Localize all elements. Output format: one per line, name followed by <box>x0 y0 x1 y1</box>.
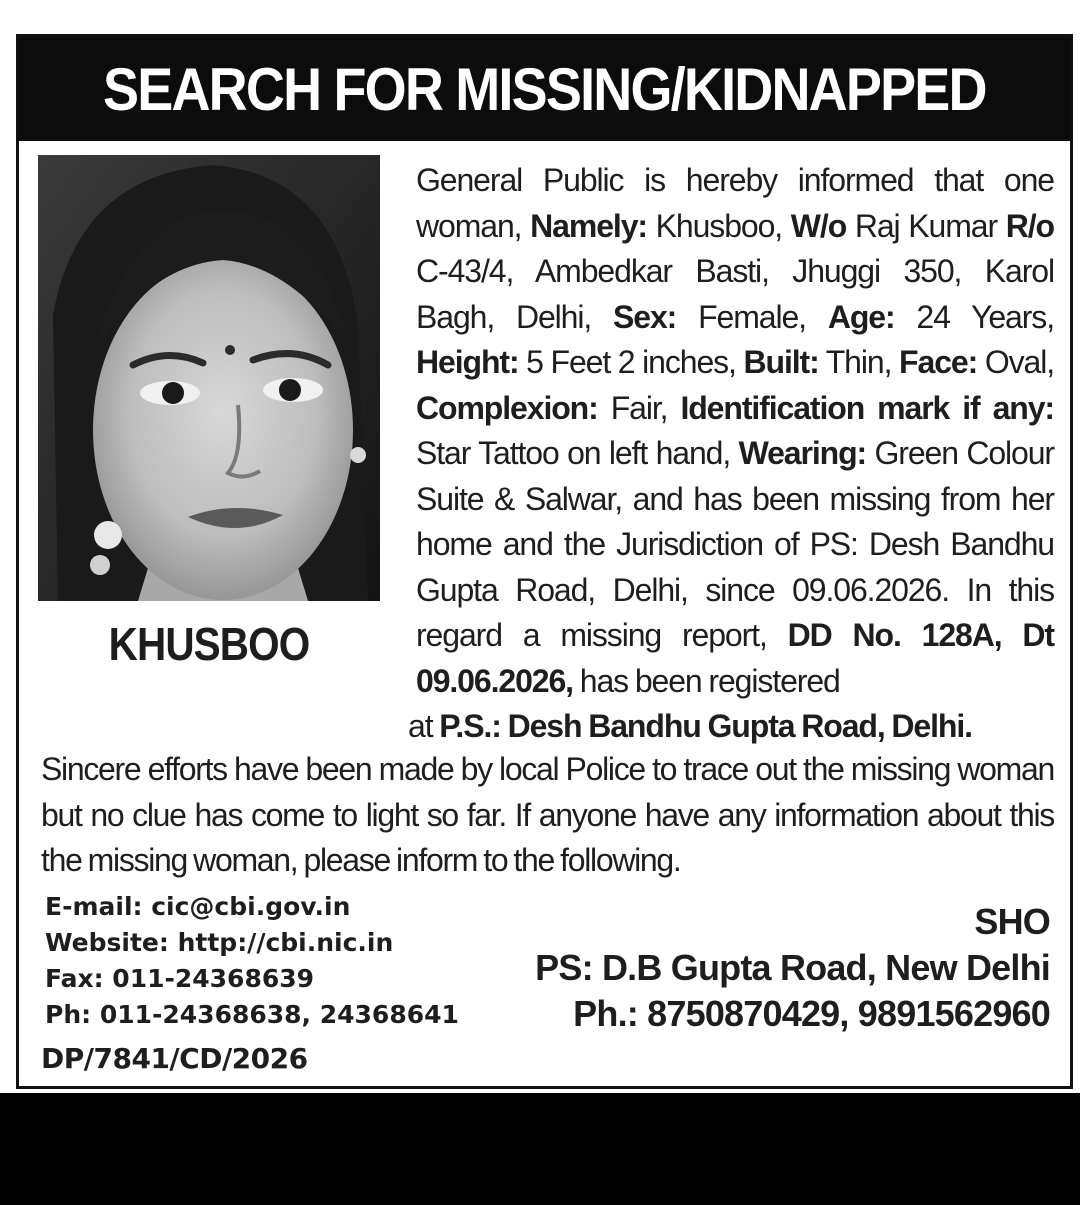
wearing-label: Wearing: <box>738 435 867 471</box>
identification-mark-value: Star Tattoo on left hand, <box>416 435 731 471</box>
identification-mark-label: Identification mark if any: <box>680 389 1054 426</box>
police-efforts-paragraph: Sincere efforts have been made by local Police to trace out the missing woman but no clue has come to light so far. If anyone have any information about this the missing woman, please inform to the following. <box>41 751 1054 878</box>
built-label: Built: <box>743 344 819 380</box>
wo-label: W/o <box>790 207 847 244</box>
sex-label: Sex: <box>613 298 677 335</box>
complexion-value: Fair, <box>610 389 668 426</box>
intro-text: General Public is hereby informed that one woman, <box>416 162 1054 244</box>
contact-phone: Ph: 011-24368638, 24368641 <box>45 1000 459 1029</box>
missing-since-text: and has been missing from her home and the Jurisdiction of PS: Desh Bandhu Gupta Road, Delhi, since 09.06.2026. In this regard a missing report, <box>416 480 1054 653</box>
notice-reference-number: DP/7841/CD/2026 <box>41 1042 308 1075</box>
ro-label: R/o <box>1005 207 1054 244</box>
sho-phone: Ph.: 8750870429, 9891562960 <box>573 993 1050 1034</box>
police-station-prefix: at <box>408 708 433 744</box>
age-value: 24 Years, <box>916 298 1054 335</box>
namely-label: Namely: <box>530 207 647 244</box>
police-station-line <box>408 704 1054 750</box>
sex-value: Female, <box>698 298 806 335</box>
built-value: Thin, <box>825 344 892 380</box>
sho-contact-block <box>535 899 1050 1037</box>
notice-title: SEARCH FOR MISSING/KIDNAPPED <box>103 55 986 123</box>
age-label: Age: <box>827 298 895 335</box>
dd-reference: DD No. 128A, Dt 09.06.2026, <box>416 617 1054 699</box>
height-label: Height: <box>416 344 519 380</box>
registered-text: has been registered <box>579 662 840 699</box>
missing-person-notice <box>16 34 1073 1089</box>
contact-information <box>45 889 459 1033</box>
face-label: Face: <box>899 344 978 380</box>
face-value: Oval, <box>984 344 1055 380</box>
sho-station: PS: D.B Gupta Road, New Delhi <box>535 947 1050 988</box>
missing-person-photo <box>38 155 380 601</box>
person-name: Khusboo, <box>655 207 783 244</box>
complexion-label: Complexion: <box>416 389 598 426</box>
sho-title: SHO <box>974 901 1050 942</box>
contact-fax: Fax: 011-24368639 <box>45 964 315 993</box>
husband-name: Raj Kumar <box>854 207 998 244</box>
wearing-value: Green Colour Suite & Salwar, <box>416 435 1054 517</box>
police-station-reference: P.S.: Desh Bandhu Gupta Road, Delhi. <box>439 708 972 744</box>
missing-person-details <box>408 158 1055 750</box>
title-bar <box>19 37 1070 141</box>
contact-website: Website: http://cbi.nic.in <box>45 928 394 957</box>
address: C-43/4, Ambedkar Basti, Jhuggi 350, Karol Bagh, Delhi, <box>416 253 1054 335</box>
bottom-black-band <box>0 1093 1080 1205</box>
portrait-image <box>38 155 380 601</box>
contact-email: E-mail: cic@cbi.gov.in <box>45 892 351 921</box>
person-name-caption: KHUSBOO <box>108 618 310 670</box>
height-value: 5 Feet 2 inches, <box>526 344 736 380</box>
